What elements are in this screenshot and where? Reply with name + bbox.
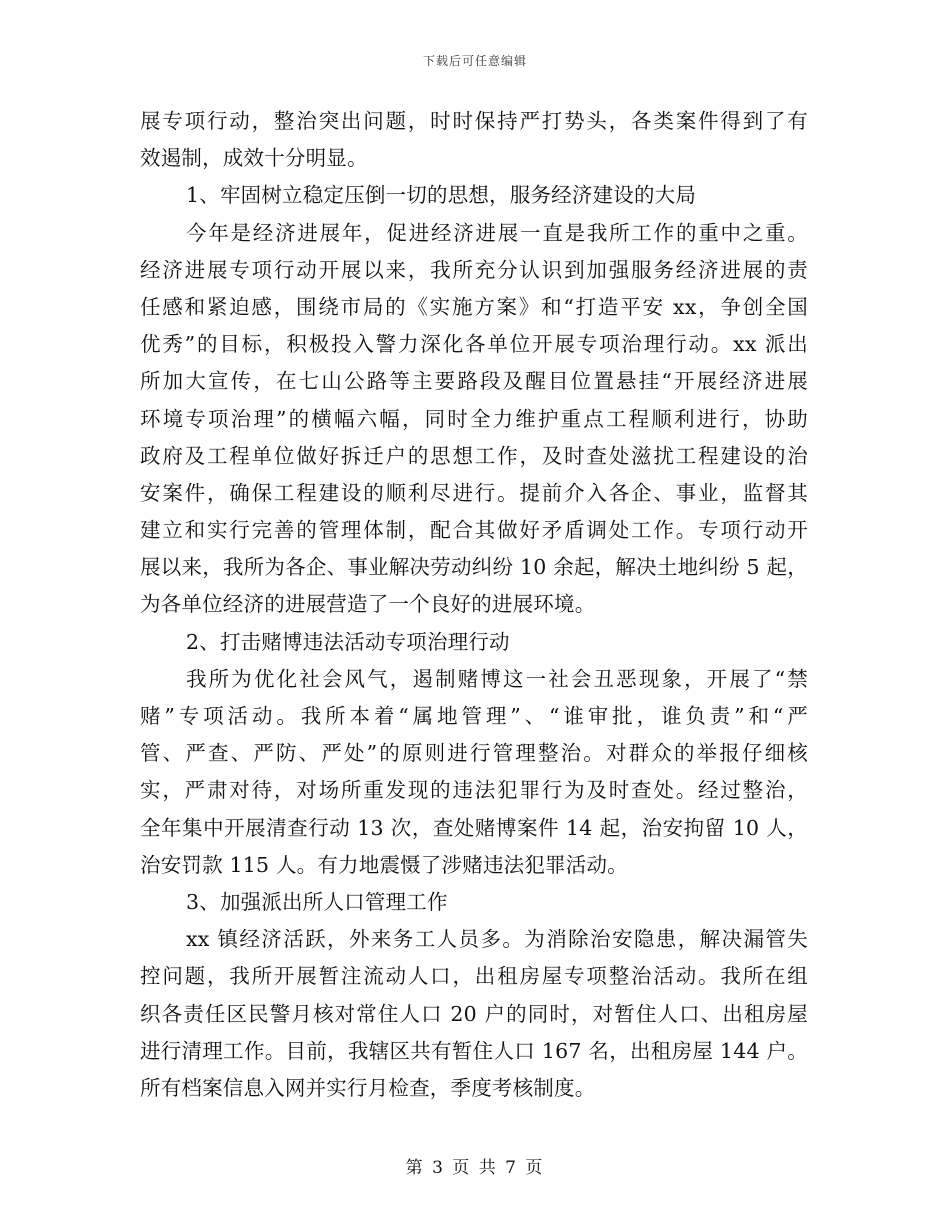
body-text-line: 我所为优化社会风气，遏制赌博这一社会丑恶现象，开展了“禁 xyxy=(186,666,808,691)
page-header: 下载后可任意编辑 xyxy=(422,54,527,68)
body-text-line: 为各单位经济的进展营造了一个良好的进展环境。 xyxy=(140,592,596,617)
body-text-line: 3、加强派出所人口管理工作 xyxy=(186,889,448,914)
body-text-line: 效遏制，成效十分明显。 xyxy=(140,146,368,171)
body-text-line: 管、严查、严防、严处”的原则进行管理整治。对群众的举报仔细核 xyxy=(140,741,808,766)
body-text-line: 织各责任区民警月核对常住人口 20 户的同时，对暂住人口、出租房屋 xyxy=(140,1001,808,1026)
body-text-line: 赌”专项活动。我所本着“属地管理”、“谁审批，谁负责”和“严 xyxy=(140,704,808,728)
body-text-line: 进行清理工作。目前，我辖区共有暂住人口 167 名，出租房屋 144 户。 xyxy=(140,1038,808,1063)
body-text-line: 控问题，我所开展暂注流动人口，出租房屋专项整治活动。我所在组 xyxy=(140,964,808,989)
body-text-line: 展专项行动，整治突出问题，时时保持严打势头，各类案件得到了有 xyxy=(140,109,808,133)
document-body xyxy=(140,103,808,1107)
body-text-line: 全年集中开展清查行动 13 次，查处赌博案件 14 起，治安拘留 10 人， xyxy=(140,815,808,840)
body-text-line: 所有档案信息入网并实行月检查，季度考核制度。 xyxy=(140,1075,596,1100)
body-text-line: 2、打击赌博违法活动专项治理行动 xyxy=(186,629,510,654)
body-text-line: 实，严肃对待，对场所重发现的违法犯罪行为及时查处。经过整治， xyxy=(140,778,808,803)
body-text-line: 1、牢固树立稳定压倒一切的思想，服务经济建设的大局 xyxy=(186,183,697,208)
body-text-line: 所加大宣传，在七山公路等主要路段及醒目位置悬挂“开展经济进展 xyxy=(140,369,808,394)
body-text-line: 建立和实行完善的管理体制，配合其做好矛盾调处工作。专项行动开 xyxy=(140,518,808,543)
body-text-line: xx 镇经济活跃，外来务工人员多。为消除治安隐患，解决漏管失 xyxy=(186,927,808,952)
page-footer: 第 3 页 共 7 页 xyxy=(405,1158,545,1178)
body-text-line: 经济进展专项行动开展以来，我所充分认识到加强服务经济进展的责 xyxy=(140,257,808,282)
body-text-line: 政府及工程单位做好拆迁户的思想工作，及时查处滋扰工程建设的治 xyxy=(140,443,808,468)
body-text-line: 优秀”的目标，积极投入警力深化各单位开展专项治理行动。xx 派出 xyxy=(140,332,808,357)
body-text-line: 安案件，确保工程建设的顺利尽进行。提前介入各企、事业，监督其 xyxy=(140,480,808,505)
body-text-line: 环境专项治理”的横幅六幅，同时全力维护重点工程顺利进行，协助 xyxy=(140,406,808,431)
body-text-line: 治安罚款 115 人。有力地震慑了涉赌违法犯罪活动。 xyxy=(140,852,628,877)
body-text-line: 今年是经济进展年，促进经济进展一直是我所工作的重中之重。 xyxy=(186,220,808,245)
body-text-line: 展以来，我所为各企、事业解决劳动纠纷 10 余起，解决土地纠纷 5 起， xyxy=(140,555,808,580)
body-text-line: 任感和紧迫感，围绕市局的《实施方案》和“打造平安 xx，争创全国 xyxy=(140,294,808,319)
